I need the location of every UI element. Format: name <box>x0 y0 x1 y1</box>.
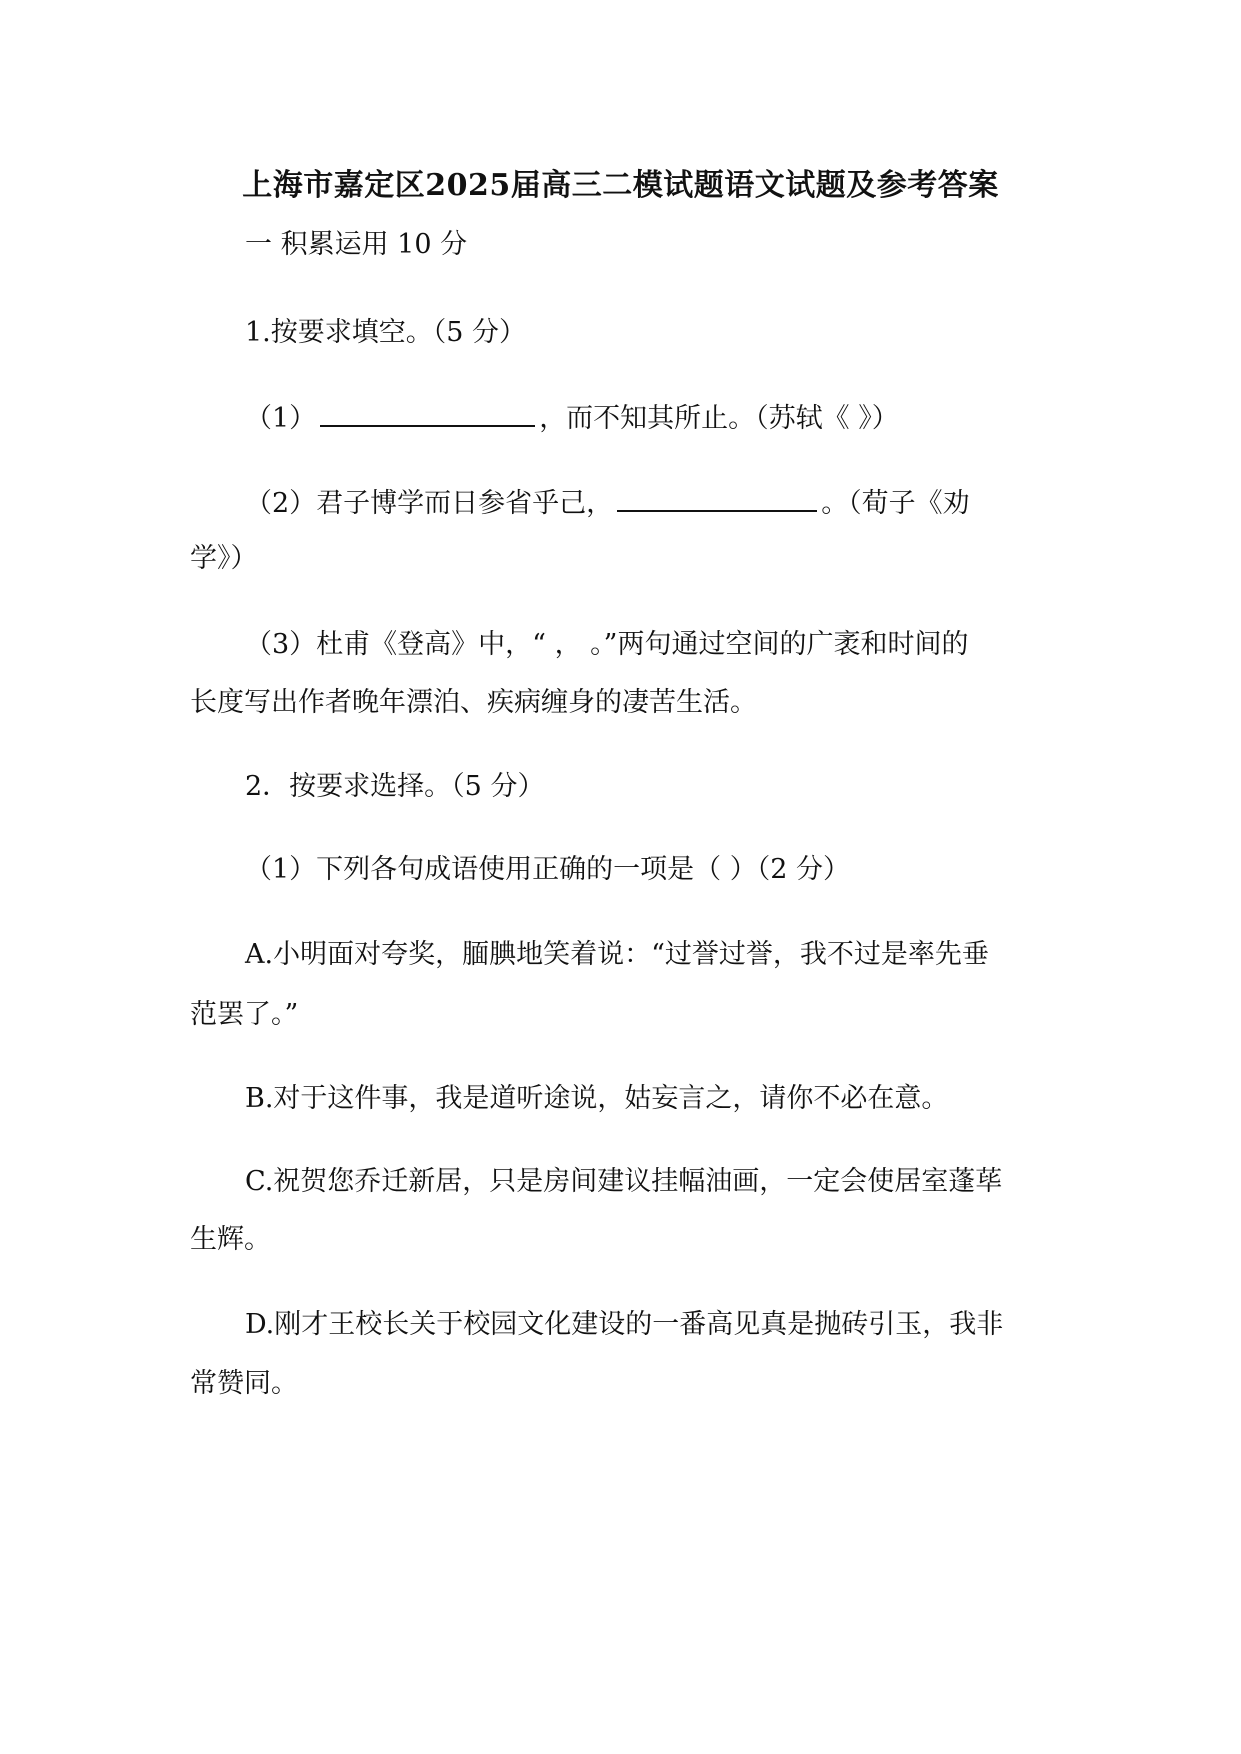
option-a-line-1: A.小明面对夸奖，腼腆地笑着说：“过誉过誉，我不过是率先垂 <box>245 939 989 970</box>
question-1-item-3-line-1: （3）杜甫《登高》中，“ ， 。”两句通过空间的广袤和时间的 <box>245 629 969 660</box>
item-1-suffix: ，而不知其所止。（苏轼《 》） <box>539 403 899 434</box>
option-c-line-2: 生辉。 <box>190 1224 271 1255</box>
item-2-suffix: 。（荀子《劝 <box>821 488 970 519</box>
answer-blank-1[interactable] <box>320 397 535 427</box>
document-title: 上海市嘉定区2025届高三二模试题语文试题及参考答案 <box>242 168 999 203</box>
item-1-prefix: （1） <box>245 403 317 434</box>
answer-blank-2[interactable] <box>617 482 817 512</box>
question-1-heading: 1.按要求填空。（5 分） <box>245 317 527 348</box>
option-a-line-2: 范罢了。” <box>190 999 299 1030</box>
question-1-item-3-line-2: 长度写出作者晚年漂泊、疾病缠身的凄苦生活。 <box>190 687 757 718</box>
option-b-line-1: B.对于这件事，我是道听途说，姑妄言之，请你不必在意。 <box>245 1083 949 1114</box>
question-1-item-1 <box>245 397 1115 439</box>
item-2-prefix: （2）君子博学而日参省乎己， <box>245 488 614 519</box>
option-c-line-1: C.祝贺您乔迁新居，只是房间建议挂幅油画，一定会使居室蓬荜 <box>245 1166 1003 1197</box>
question-1-item-2 <box>245 482 1115 524</box>
question-1-item-2-continuation: 学》） <box>190 543 258 574</box>
question-2-sub-1-heading: （1）下列各句成语使用正确的一项是（ ）（2 分） <box>245 854 851 885</box>
option-d-line-2: 常赞同。 <box>190 1368 298 1399</box>
question-2-heading: 2．按要求选择。（5 分） <box>245 771 545 802</box>
section-heading: 一 积累运用 10 分 <box>245 229 468 260</box>
option-d-line-1: D.刚才王校长关于校园文化建设的一番高见真是抛砖引玉，我非 <box>245 1309 1004 1340</box>
